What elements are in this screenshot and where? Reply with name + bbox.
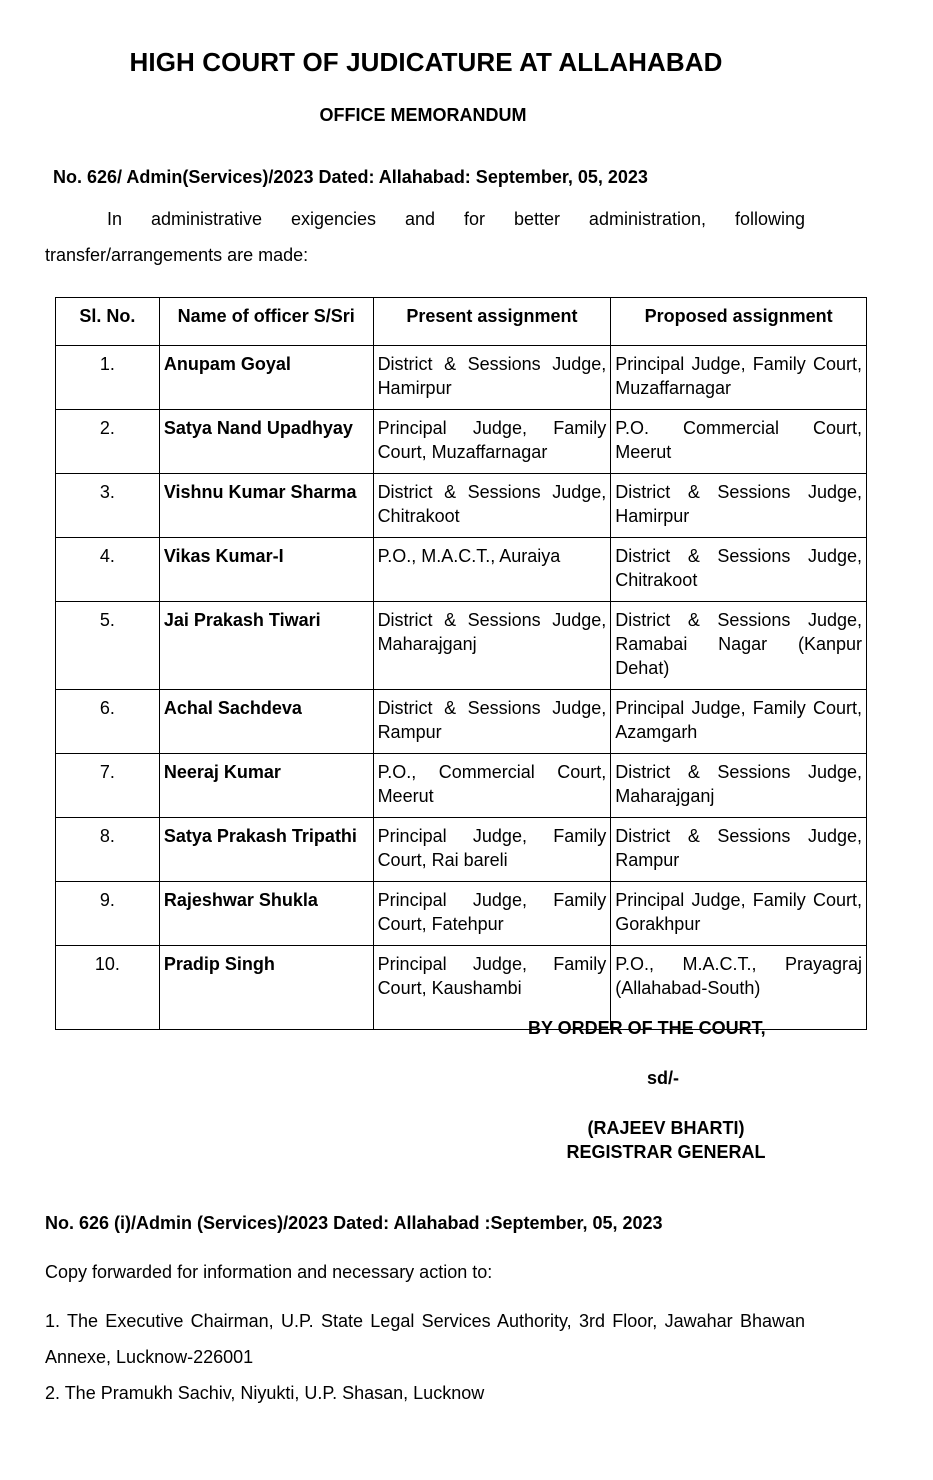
cell-proposed-assignment: Principal Judge, Family Court, Azamgarh [611, 690, 867, 754]
table-row [56, 818, 867, 882]
cell-present-assignment: Principal Judge, Family Court, Kaushambi [373, 946, 611, 1030]
cell-sl-no: 1. [56, 346, 160, 410]
copy-forward-text: Copy forwarded for information and necessary action to: [45, 1262, 493, 1282]
cell-present-assignment: Principal Judge, Family Court, Fatehpur [373, 882, 611, 946]
cell-present-assignment: District & Sessions Judge, Maharajganj [373, 602, 611, 690]
list-item: 2. The Pramukh Sachiv, Niyukti, U.P. Shasan, Lucknow [45, 1383, 485, 1403]
cell-proposed-assignment: District & Sessions Judge, Hamirpur [611, 474, 867, 538]
table-row [56, 690, 867, 754]
cell-sl-no: 4. [56, 538, 160, 602]
cell-present-assignment: District & Sessions Judge, Hamirpur [373, 346, 611, 410]
header-present-assignment: Present assignment [373, 298, 611, 346]
cell-present-assignment: Principal Judge, Family Court, Rai bareli [373, 818, 611, 882]
transfer-table [55, 297, 867, 1030]
table-row [56, 474, 867, 538]
table-row [56, 882, 867, 946]
table-row [56, 754, 867, 818]
cell-officer-name: Vishnu Kumar Sharma [159, 474, 373, 538]
cell-officer-name: Satya Nand Upadhyay [159, 410, 373, 474]
page-title: HIGH COURT OF JUDICATURE AT ALLAHABAD [129, 47, 723, 77]
cell-officer-name: Anupam Goyal [159, 346, 373, 410]
header-officer-name: Name of officer S/Sri [159, 298, 373, 346]
cell-sl-no: 2. [56, 410, 160, 474]
cell-sl-no: 5. [56, 602, 160, 690]
signatory-block [536, 1116, 796, 1164]
cell-officer-name: Achal Sachdeva [159, 690, 373, 754]
cell-proposed-assignment: District & Sessions Judge, Rampur [611, 818, 867, 882]
recipient-list [45, 1303, 805, 1411]
cell-present-assignment: P.O., Commercial Court, Meerut [373, 754, 611, 818]
cell-proposed-assignment: District & Sessions Judge, Maharajganj [611, 754, 867, 818]
cell-proposed-assignment: Principal Judge, Family Court, Muzaffarnagar [611, 346, 867, 410]
memo-intro: In administrative exigencies and for better administration, following transfer/arrangements are made: [45, 209, 805, 265]
header-sl-no: Sl. No. [56, 298, 160, 346]
cell-present-assignment: District & Sessions Judge, Chitrakoot [373, 474, 611, 538]
cell-present-assignment: District & Sessions Judge, Rampur [373, 690, 611, 754]
cell-officer-name: Neeraj Kumar [159, 754, 373, 818]
signatory-designation: REGISTRAR GENERAL [566, 1142, 766, 1162]
cell-proposed-assignment: District & Sessions Judge, Chitrakoot [611, 538, 867, 602]
cell-officer-name: Jai Prakash Tiwari [159, 602, 373, 690]
cell-officer-name: Pradip Singh [159, 946, 373, 1030]
cell-officer-name: Satya Prakash Tripathi [159, 818, 373, 882]
header-proposed-assignment: Proposed assignment [611, 298, 867, 346]
cell-sl-no: 6. [56, 690, 160, 754]
cell-sl-no: 8. [56, 818, 160, 882]
copy-reference: No. 626 (i)/Admin (Services)/2023 Dated: Allahabad :September, 05, 2023 [45, 1213, 663, 1233]
cell-sl-no: 7. [56, 754, 160, 818]
signatory-name: (RAJEEV BHARTI) [587, 1118, 745, 1138]
memo-reference: No. 626/ Admin(Services)/2023 Dated: Allahabad: September, 05, 2023 [53, 167, 648, 187]
cell-sl-no: 9. [56, 882, 160, 946]
list-item: 1. The Executive Chairman, U.P. State Legal Services Authority, 3rd Floor, Jawahar Bhawan Annexe, Lucknow-226001 [45, 1311, 805, 1367]
cell-present-assignment: Principal Judge, Family Court, Muzaffarnagar [373, 410, 611, 474]
cell-officer-name: Rajeshwar Shukla [159, 882, 373, 946]
signed-mark: sd/- [647, 1068, 680, 1088]
cell-proposed-assignment: Principal Judge, Family Court, Gorakhpur [611, 882, 867, 946]
table-row [56, 946, 867, 1030]
cell-proposed-assignment: P.O. Commercial Court, Meerut [611, 410, 867, 474]
cell-present-assignment: P.O., M.A.C.T., Auraiya [373, 538, 611, 602]
order-line: BY ORDER OF THE COURT, [528, 1018, 766, 1038]
table-row [56, 538, 867, 602]
cell-sl-no: 10. [56, 946, 160, 1030]
memo-subtitle: OFFICE MEMORANDUM [319, 105, 527, 125]
cell-sl-no: 3. [56, 474, 160, 538]
cell-proposed-assignment: P.O., M.A.C.T., Prayagraj (Allahabad-South) [611, 946, 867, 1030]
table-row [56, 410, 867, 474]
table-row [56, 602, 867, 690]
table-row [56, 346, 867, 410]
cell-proposed-assignment: District & Sessions Judge, Ramabai Nagar (Kanpur Dehat) [611, 602, 867, 690]
table-header-row [56, 298, 867, 346]
cell-officer-name: Vikas Kumar-I [159, 538, 373, 602]
